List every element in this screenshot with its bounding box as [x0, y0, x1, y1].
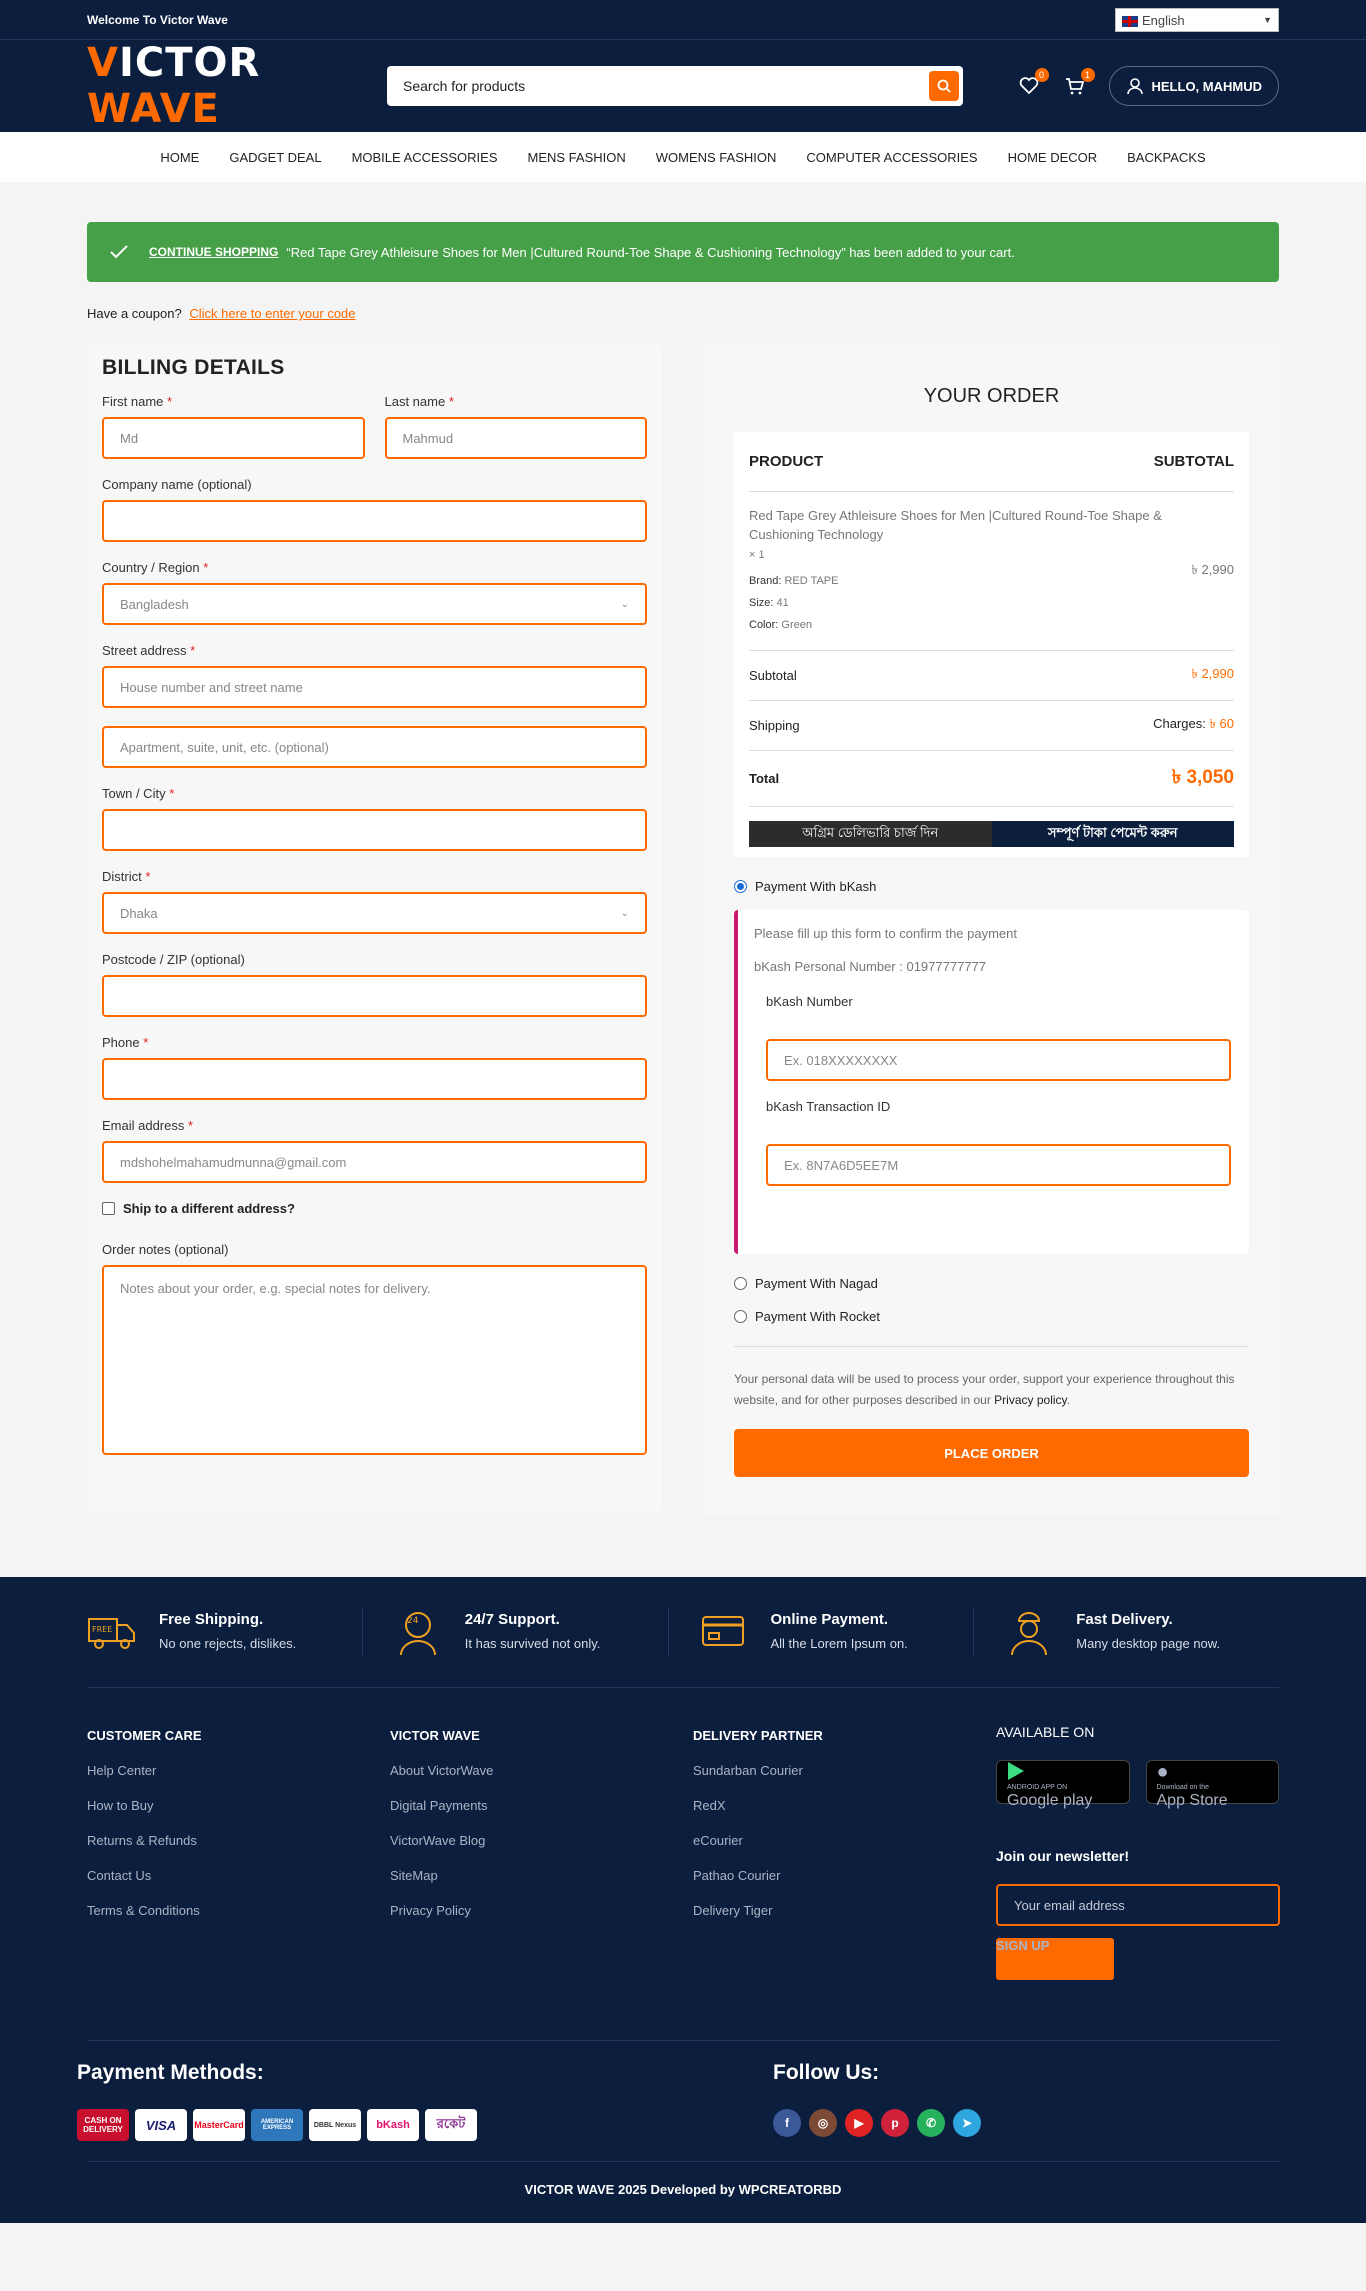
order-table: [734, 432, 1249, 857]
search-bar: [387, 66, 963, 106]
facebook-icon[interactable]: f: [773, 2109, 801, 2137]
subtotal-row: Subtotal ৳ 2,990: [749, 651, 1234, 701]
bkash-radio[interactable]: [734, 880, 747, 893]
feature-online-payment: Online Payment. All the Lorem Ipsum on.: [669, 1607, 975, 1657]
rocket-logo: রকেট: [425, 2109, 477, 2141]
check-icon: [107, 244, 137, 260]
cart-icon: [1065, 77, 1085, 95]
phone-label: Phone *: [102, 1035, 149, 1050]
nav-backpacks[interactable]: BACKPACKS: [1127, 149, 1206, 165]
nav-mens-fashion[interactable]: MENS FASHION: [527, 149, 626, 165]
follow-us-title: Follow Us:: [773, 2061, 880, 2084]
billing-title: BILLING DETAILS: [102, 356, 285, 379]
payment-cards: [77, 2109, 773, 2141]
play-store-icon: [1007, 1761, 1025, 1781]
nav-mobile-accessories[interactable]: MOBILE ACCESSORIES: [351, 149, 498, 165]
svg-text:FREE: FREE: [92, 1625, 113, 1634]
victor-wave-column: VICTOR WAVE About VictorWave Digital Payments VictorWave Blog SiteMap Privacy Policy: [390, 1728, 693, 2000]
footer-link[interactable]: Sundarban Courier: [693, 1763, 803, 1778]
notice-message: “Red Tape Grey Athleisure Shoes for Men |Cultured Round-Toe Shape & Cushioning Technology” has been added to your cart.: [286, 244, 1015, 260]
footer-link[interactable]: VictorWave Blog: [390, 1833, 486, 1848]
dbbl-nexus-logo: DBBL Nexus: [309, 2109, 361, 2141]
telegram-icon[interactable]: ➤: [953, 2109, 981, 2137]
cart-button[interactable]: [1063, 70, 1090, 98]
product-column-header: PRODUCT: [749, 453, 824, 470]
chevron-down-icon: ▼: [1263, 15, 1272, 25]
whatsapp-icon[interactable]: ✆: [917, 2109, 945, 2137]
email-field[interactable]: mdshohelmahamudmunna@gmail.com: [102, 1141, 647, 1183]
subtotal-value: ৳ 2,990: [1191, 666, 1234, 681]
last-name-label: Last name *: [384, 394, 454, 409]
chevron-down-icon: ⌄: [620, 907, 629, 919]
footer-link[interactable]: eCourier: [693, 1833, 743, 1848]
privacy-text: Your personal data will be used to process your order, support your experience throughout this website, and for other purposes described in our Privacy policy.: [734, 1346, 1249, 1411]
newsletter-title: Join our newsletter!: [996, 1848, 1130, 1864]
street-field[interactable]: House number and street name: [102, 666, 647, 708]
welcome-text: Welcome To Victor Wave: [87, 13, 228, 27]
order-item-row: [749, 492, 1234, 651]
instagram-icon[interactable]: ◎: [809, 2109, 837, 2137]
rocket-radio[interactable]: [734, 1310, 747, 1323]
shipping-row: Shipping Charges: ৳ 60: [749, 701, 1234, 751]
feature-free-shipping: FREE Free Shipping. No one rejects, dislikes.: [87, 1607, 363, 1657]
feature-fast-delivery: Fast Delivery. Many desktop page now.: [974, 1607, 1279, 1657]
footer-link[interactable]: Privacy Policy: [390, 1903, 471, 1918]
header: [0, 40, 1366, 132]
bkash-trx-label: bKash Transaction ID: [766, 1099, 891, 1114]
language-value: English: [1142, 12, 1185, 28]
ship-different-row[interactable]: [102, 1201, 647, 1216]
headset-icon: [393, 1607, 443, 1657]
country-label: Country / Region *: [102, 560, 209, 575]
delivery-partner-column: DELIVERY PARTNER Sundarban Courier RedX eCourier Pathao Courier Delivery Tiger: [693, 1728, 996, 2000]
company-label: Company name (optional): [102, 477, 252, 492]
town-field[interactable]: [102, 809, 647, 851]
coupon-row: [87, 306, 1279, 321]
footer-link[interactable]: RedX: [693, 1798, 726, 1813]
footer-link[interactable]: Delivery Tiger: [693, 1903, 773, 1918]
feature-support: 24 24/7 Support. It has survived not only.: [363, 1607, 669, 1657]
amex-logo: AMERICAN EXPRESS: [251, 2109, 303, 2141]
line-total: ৳ 2,990: [1191, 561, 1234, 577]
nav-computer-accessories[interactable]: COMPUTER ACCESSORIES: [806, 149, 978, 165]
footer-link[interactable]: How to Buy: [87, 1798, 154, 1813]
user-icon: [1126, 77, 1144, 95]
site-logo[interactable]: VICTOR WAVE: [87, 40, 261, 132]
company-field[interactable]: [102, 500, 647, 542]
subtotal-column-header: SUBTOTAL: [1153, 453, 1234, 470]
cart-count: 1: [1081, 68, 1095, 82]
coupon-link[interactable]: Click here to enter your code: [189, 306, 356, 321]
visa-logo: VISA: [135, 2109, 187, 2141]
footer-link[interactable]: Contact Us: [87, 1868, 152, 1883]
ship-different-label: Ship to a different address?: [123, 1201, 295, 1216]
bkash-logo: bKash: [367, 2109, 419, 2141]
google-play-badge[interactable]: ANDROID APP ON Google play: [996, 1760, 1130, 1804]
first-name-label: First name *: [102, 394, 173, 409]
order-notes-field[interactable]: Notes about your order, e.g. special notes for delivery.: [102, 1265, 647, 1455]
signup-button[interactable]: SIGN UP: [996, 1938, 1114, 1980]
footer-link[interactable]: About VictorWave: [390, 1763, 494, 1778]
nav-home-decor[interactable]: HOME DECOR: [1007, 149, 1098, 165]
copyright: VICTOR WAVE 2025 Developed by WPCREATORBD: [524, 2182, 842, 2197]
street-label: Street address *: [102, 643, 196, 658]
payment-bkash-option[interactable]: Payment With bKash: [734, 879, 1249, 894]
nav-home[interactable]: HOME: [160, 149, 200, 165]
newsletter-email-field[interactable]: Your email address: [996, 1884, 1280, 1926]
email-label: Email address *: [102, 1118, 194, 1133]
footer-link[interactable]: Terms & Conditions: [87, 1903, 200, 1918]
order-title: YOUR ORDER: [923, 385, 1060, 407]
chevron-down-icon: ⌄: [620, 598, 629, 610]
app-store-badge[interactable]: ● Download on the App Store: [1146, 1760, 1280, 1804]
product-name: Red Tape Grey Athleisure Shoes for Men |Cultured Round-Toe Shape & Cushioning Technology: [749, 508, 1162, 542]
nagad-radio[interactable]: [734, 1277, 747, 1290]
ship-different-checkbox[interactable]: [102, 1202, 115, 1215]
account-label: HELLO, MAHMUD: [1151, 78, 1262, 94]
delivery-man-icon: [1004, 1607, 1054, 1657]
bkash-number-field[interactable]: Ex. 018XXXXXXXX: [766, 1039, 1231, 1081]
total-value: ৳ 3,050: [1171, 766, 1234, 788]
wishlist-button[interactable]: [1017, 70, 1044, 98]
coupon-text: Have a coupon?: [87, 306, 182, 321]
account-button[interactable]: [1109, 66, 1280, 106]
bkash-personal-number: bKash Personal Number : 01977777777: [754, 959, 986, 974]
top-bar: [0, 0, 1366, 40]
nav-womens-fashion[interactable]: WOMENS FASHION: [655, 149, 777, 165]
footer-features: [87, 1577, 1279, 1688]
cart-notice: [87, 222, 1279, 282]
footer-link[interactable]: SiteMap: [390, 1868, 438, 1883]
payment-follow-row: [77, 2041, 1279, 2162]
footer-links: [87, 1688, 1279, 2041]
order-table-header: [749, 432, 1234, 492]
footer: [0, 1577, 1366, 2223]
apartment-field[interactable]: Apartment, suite, unit, etc. (optional): [102, 726, 647, 768]
payment-option-tabs: [749, 821, 1234, 847]
your-order: [704, 343, 1279, 1517]
tab-advance-delivery-charge[interactable]: অগ্রিম ডেলিভারি চার্জ দিন: [749, 821, 992, 847]
uk-flag-icon: [1122, 16, 1138, 27]
billing-details: [87, 343, 662, 1513]
total-row: Total ৳ 3,050: [749, 751, 1234, 807]
search-icon: [937, 79, 951, 93]
postcode-label: Postcode / ZIP (optional): [102, 952, 245, 967]
youtube-icon[interactable]: ▶: [845, 2109, 873, 2137]
bkash-number-label: bKash Number: [766, 994, 853, 1009]
available-on-column: AVAILABLE ON ANDROID APP ON Google play ● Download on the App Store Join our newsletter! Your email address SIGN UP: [996, 1728, 1279, 2000]
tab-full-payment[interactable]: সম্পূর্ণ টাকা পেমেন্ট করুন: [992, 821, 1235, 847]
mastercard-logo: MasterCard: [193, 2109, 245, 2141]
district-select[interactable]: Dhaka ⌄: [102, 892, 647, 934]
nav-gadget-deal[interactable]: GADGET DEAL: [229, 149, 322, 165]
payment-rocket-option[interactable]: Payment With Rocket: [734, 1309, 1249, 1324]
district-label: District *: [102, 869, 151, 884]
social-links: [773, 2109, 981, 2137]
bkash-trx-field[interactable]: Ex. 8N7A6D5EE7M: [766, 1144, 1231, 1186]
wishlist-count: 0: [1035, 68, 1049, 82]
cod-logo: CASH ON DELIVERY: [77, 2109, 129, 2141]
product-qty: × 1: [749, 549, 765, 561]
shipping-value: ৳ 60: [1209, 716, 1234, 731]
language-select[interactable]: [1115, 8, 1279, 32]
svg-text:24: 24: [406, 1616, 419, 1626]
bkash-payment-box: [734, 910, 1249, 1254]
search-input[interactable]: [403, 78, 929, 94]
payment-nagad-option[interactable]: Payment With Nagad: [734, 1276, 1249, 1291]
pinterest-icon[interactable]: p: [881, 2109, 909, 2137]
payment-methods-title: Payment Methods:: [77, 2061, 264, 2084]
apple-icon: ●: [1156, 1761, 1169, 1783]
privacy-policy-link[interactable]: Privacy policy: [994, 1393, 1067, 1407]
bkash-intro: Please fill up this form to confirm the payment: [754, 926, 1018, 941]
footer-link[interactable]: Digital Payments: [390, 1798, 488, 1813]
footer-link[interactable]: Help Center: [87, 1763, 157, 1778]
place-order-button[interactable]: PLACE ORDER: [734, 1429, 1249, 1477]
customer-care-column: CUSTOMER CARE Help Center How to Buy Returns & Refunds Contact Us Terms & Conditions: [87, 1728, 390, 2000]
town-label: Town / City *: [102, 786, 175, 801]
first-name-field[interactable]: Md: [102, 417, 365, 459]
country-select[interactable]: Bangladesh ⌄: [102, 583, 647, 625]
footer-link[interactable]: Pathao Courier: [693, 1868, 781, 1883]
footer-link[interactable]: Returns & Refunds: [87, 1833, 197, 1848]
search-button[interactable]: [929, 71, 959, 101]
credit-card-icon: [699, 1607, 749, 1657]
last-name-field[interactable]: Mahmud: [385, 417, 648, 459]
truck-icon: [87, 1607, 137, 1657]
order-notes-label: Order notes (optional): [102, 1242, 229, 1257]
main-nav: [0, 132, 1366, 182]
postcode-field[interactable]: [102, 975, 647, 1017]
phone-field[interactable]: [102, 1058, 647, 1100]
continue-shopping-link[interactable]: CONTINUE SHOPPING: [149, 245, 279, 259]
heart-icon: [1019, 77, 1039, 95]
product-attributes: Brand: RED TAPE Size: 41 Color: Green: [749, 575, 839, 631]
